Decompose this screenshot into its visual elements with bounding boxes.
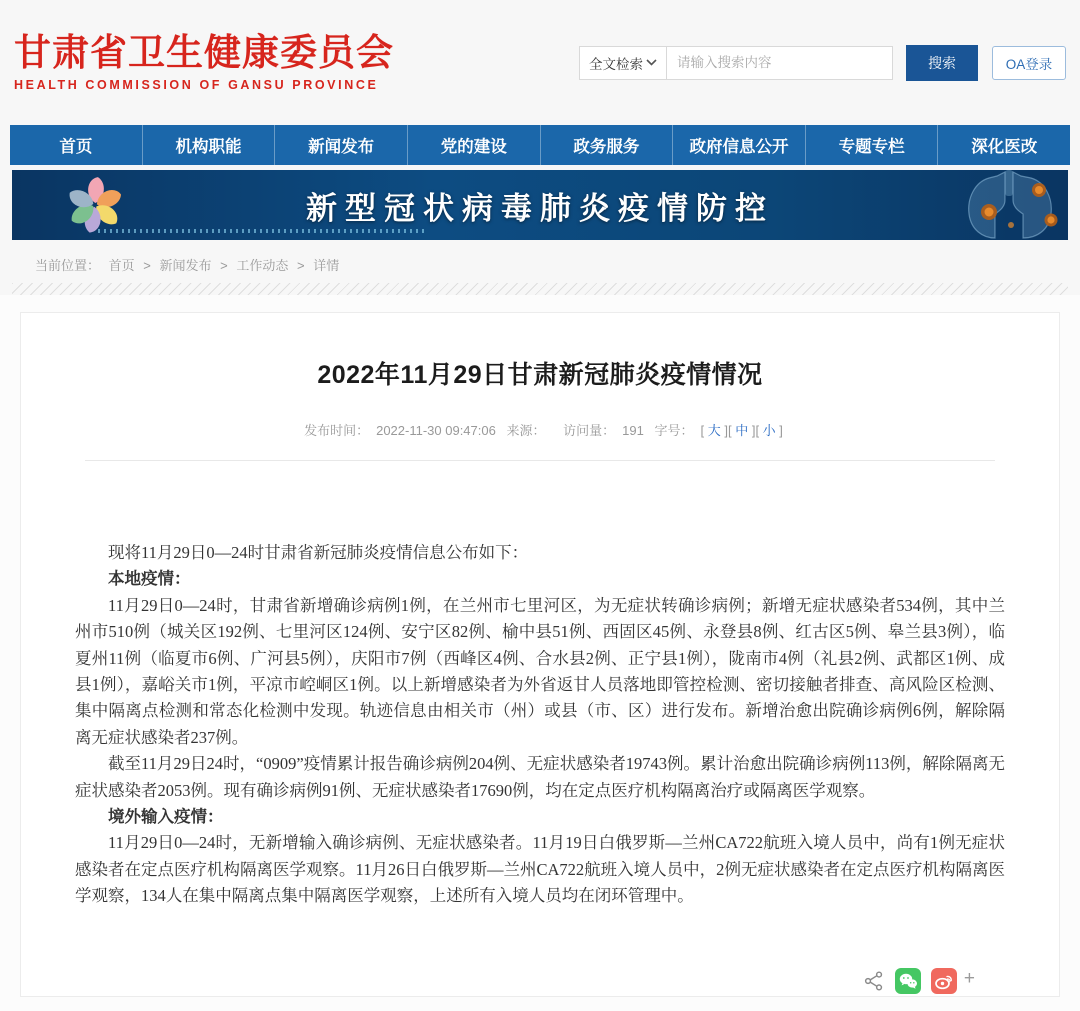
site-logo[interactable] [14, 33, 394, 93]
fontsize-large-button[interactable]: 大 [707, 423, 721, 438]
breadcrumb [0, 240, 1080, 274]
share-icon[interactable] [863, 970, 885, 992]
nav-item-news[interactable]: 新闻发布 [275, 125, 408, 165]
fontsize-small-button[interactable]: 小 [762, 423, 776, 438]
nav-item-gov-info[interactable]: 政府信息公开 [673, 125, 806, 165]
paragraph-local-cases: 11月29日0—24时，甘肃省新增确诊病例1例，在兰州市七里河区，为无症状转确诊病例；新增无症状感染者534例，其中兰州市510例（城关区192例、七里河区124例、安宁区82例、榆中县51例、西固区45例、永登县8例、红古区5例、皋兰县3例），临夏州11例（临夏市6例、广河县5例），庆阳市7例（西峰区4例、合水县2例、正宁县1例），陇南市4例（礼县2例、武都区1例、成县1例），嘉峪关市1例，平凉市崆峒区1例。以上新增感染者为外省返甘人员落地即管控检测、密切接触者排查、高风险区检测、集中隔离点检测和常态化检测中发现。轨迹信息由相关市（州）或县（市、区）进行发布。新增治愈出院确诊病例6例，解除隔离无症状感染者237例。 [75, 595, 1005, 747]
breadcrumb-work-dynamics[interactable]: 工作动态 [236, 258, 289, 273]
nav-item-home[interactable]: 首页 [10, 125, 143, 165]
search-input[interactable] [667, 46, 893, 80]
flower-logo-icon [64, 174, 126, 236]
site-title: 甘肃省卫生健康委员会 [14, 31, 394, 73]
paragraph-cumulative: 截至11月29日24时，“0909”疫情累计报告确诊病例204例、无症状感染者19743例。累计治愈出院确诊病例113例，解除隔离无症状感染者2053例。现有确诊病例91例、无症状感染者17690例，均在定点医疗机构隔离治疗或隔离医学观察。 [75, 754, 1005, 800]
views-label: 访问量： [563, 423, 616, 438]
article-meta [21, 420, 1059, 439]
fontsize-medium-button[interactable]: 中 [735, 423, 749, 438]
breadcrumb-news[interactable]: 新闻发布 [159, 258, 212, 273]
fontsize-label: 字号： [654, 423, 694, 438]
share-row [21, 910, 1059, 994]
chevron-down-icon [646, 59, 657, 66]
paragraph-intro: 现将11月29日0—24时甘肃省新冠肺炎疫情信息公布如下： [108, 543, 529, 562]
banner-title: 新型冠状病毒肺炎疫情防控 [306, 190, 774, 226]
views-value: 191 [622, 423, 644, 438]
site-subtitle: HEALTH COMMISSION OF GANSU PROVINCE [14, 78, 379, 93]
main-nav [10, 125, 1070, 165]
search-button[interactable]: 搜索 [906, 45, 978, 81]
nav-item-party[interactable]: 党的建设 [408, 125, 541, 165]
hatch-divider [12, 283, 1068, 295]
article-card [20, 312, 1060, 997]
publish-time-label: 发布时间： [304, 423, 370, 438]
breadcrumb-detail: 详情 [313, 258, 340, 273]
bracket: ] [720, 423, 728, 438]
bracket: ] [775, 423, 783, 438]
banner-dotted-line [98, 229, 428, 233]
weibo-share-button[interactable] [931, 968, 957, 994]
bracket: [ [727, 423, 736, 438]
breadcrumb-separator: > [297, 258, 305, 273]
heading-local-epidemic: 本地疫情： [108, 569, 191, 589]
nav-item-services[interactable]: 政务服务 [541, 125, 674, 165]
oa-login-button[interactable]: OA登录 [992, 46, 1066, 80]
wechat-share-button[interactable] [895, 968, 921, 994]
bracket: ] [748, 423, 756, 438]
heading-imported-epidemic: 境外输入疫情： [108, 807, 224, 827]
breadcrumb-separator: > [143, 258, 151, 273]
nav-item-topics[interactable]: 专题专栏 [806, 125, 939, 165]
site-header [0, 0, 1080, 125]
search-scope-label: 全文检索 [589, 56, 643, 72]
main-content-area [0, 295, 1080, 1011]
nav-item-functions[interactable]: 机构职能 [143, 125, 276, 165]
add-more-icon[interactable]: + [963, 967, 975, 989]
epidemic-banner[interactable] [12, 170, 1068, 240]
bracket: [ [755, 423, 763, 438]
bracket: [ [700, 423, 708, 438]
breadcrumb-home[interactable]: 首页 [108, 258, 135, 273]
publish-time-value: 2022-11-30 09:47:06 [376, 423, 496, 438]
lungs-image [953, 170, 1068, 240]
nav-item-reform[interactable]: 深化医改 [971, 138, 1038, 156]
source-label: 来源： [506, 423, 546, 438]
article-title: 2022年11月29日甘肃新冠肺炎疫情情况 [317, 361, 763, 389]
breadcrumb-separator: > [220, 258, 228, 273]
search-bar [579, 45, 1066, 81]
wechat-icon [898, 972, 918, 990]
weibo-icon [934, 972, 954, 990]
article-body [21, 461, 1059, 910]
breadcrumb-label: 当前位置： [35, 258, 101, 273]
search-scope-select[interactable] [579, 46, 667, 80]
paragraph-imported-cases: 11月29日0—24时，无新增输入确诊病例、无症状感染者。11月19日白俄罗斯—兰州CA722航班入境人员中，尚有1例无症状感染者在定点医疗机构隔离医学观察。11月26日白俄罗斯—兰州CA722航班入境人员中，2例无症状感染者在定点医疗机构隔离医学观察，134人在集中隔离点集中隔离医学观察，上述所有入境人员均在闭环管理中。 [75, 833, 1005, 906]
